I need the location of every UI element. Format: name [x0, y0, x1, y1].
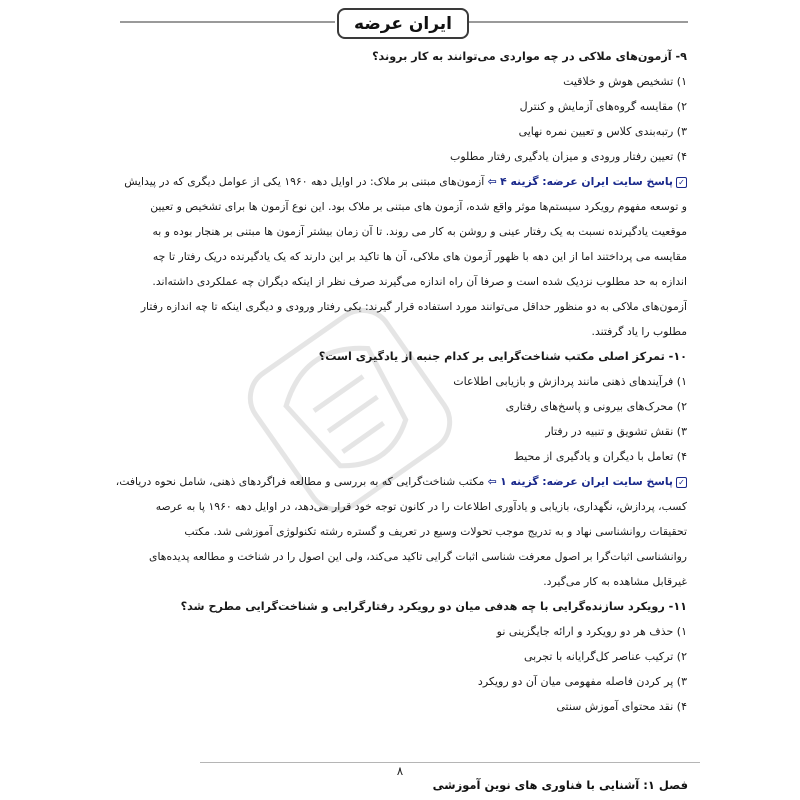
option-text: ۱) تشخیص هوش و خلاقیت: [563, 75, 687, 88]
answer-option: [113, 419, 687, 444]
answer-option: [113, 69, 687, 94]
answer-text: و توسعه مفهوم رویکرد سیستم‌ها موثر واقع شده، آزمون های مبتنی بر ملاک بود. این نوع آزمون ها برای تشخیص و تعیین: [150, 200, 687, 213]
answer-explanation-line: [113, 494, 687, 519]
question-title: [113, 44, 687, 69]
answer-option: [113, 94, 687, 119]
option-text: ۴) نقد محتوای آموزش سنتی: [556, 700, 687, 713]
answer-option: [113, 144, 687, 169]
answer-explanation-line: [113, 219, 687, 244]
answer-explanation-line: [113, 544, 687, 569]
option-text: ۴) تعیین رفتار ورودی و میزان یادگیری رفتار مطلوب: [450, 150, 687, 163]
answer-text: موقعیت یادگیرنده نسبت به یک رفتار عینی و روشن به کار می روند. تا آن زمان بیشتر آزمون ها مبتنی بر هنجار بوده و به: [152, 225, 687, 238]
answer-option: [113, 119, 687, 144]
answer-option: [113, 619, 687, 644]
question-title: [113, 344, 687, 369]
arrow-left-icon: ⇦: [487, 475, 497, 488]
answer-text: مطلوب را یاد گرفتند.: [591, 325, 687, 338]
answer-explanation-line: [113, 169, 687, 194]
answer-explanation-line: [113, 319, 687, 344]
option-text: ۳) رتبه‌بندی کلاس و تعیین نمره نهایی: [518, 125, 687, 138]
checkbox-icon: ✓: [676, 177, 687, 188]
answer-option: [113, 444, 687, 469]
site-logo: [337, 8, 469, 39]
answer-explanation-line: [113, 569, 687, 594]
logo-text: ایران عرضه: [354, 13, 452, 34]
answer-option: [113, 394, 687, 419]
option-text: ۳) نقش تشویق و تنبیه در رفتار: [545, 425, 687, 438]
answer-text: اندازه به حد مطلوب نزدیک شده است و صرفا آن راه اندازه می‌گیرند صرف نظر از اینکه دیگران چه عملکردی داشته‌اند.: [152, 275, 687, 288]
answer-option: [113, 694, 687, 719]
checkbox-icon: ✓: [676, 477, 687, 488]
answer-explanation-line: [113, 469, 687, 494]
answer-text: آزمون‌های مبتنی بر ملاک: در اوایل دهه ۱۹۶۰ یکی از عوامل دیگری که در پیدایش: [124, 175, 488, 188]
option-text: ۱) فرآیندهای ذهنی مانند پردازش و بازیابی اطلاعات: [453, 375, 687, 388]
answer-explanation-line: [113, 294, 687, 319]
page-number: ۸: [396, 764, 404, 778]
question-text: ۹- آزمون‌های ملاکی در چه مواردی می‌توانند به کار بروند؟: [372, 50, 687, 63]
option-text: ۳) پر کردن فاصله مفهومی میان آن دو رویکرد: [477, 675, 687, 688]
answer-option: [113, 669, 687, 694]
option-text: ۲) مقایسه گروه‌های آزمایش و کنترل: [519, 100, 687, 113]
question-title: [113, 594, 687, 619]
option-text: ۴) تعامل با دیگران و یادگیری از محیط: [513, 450, 687, 463]
answer-text: مکتب شناخت‌گرایی که به بررسی و مطالعه فراگردهای ذهنی، شامل نحوه دریافت،: [115, 475, 488, 488]
answer-text: مقایسه می پرداختند اما از این دهه با ظهور آزمون های ملاکی، آن ها تاکید بر این دارند که یک یادگیرنده دریک رفتار تا چه: [152, 250, 687, 263]
answer-explanation-line: [113, 269, 687, 294]
answer-explanation-line: [113, 519, 687, 544]
answer-text: آزمون‌های ملاکی به دو منظور حداقل می‌توانند مورد استفاده قرار گیرند: یکی رفتار ورودی و دیگری اینکه تا چه اندازه رفتار: [140, 300, 687, 313]
answer-text: کسب، پردازش، نگهداری، بازیابی و یادآوری اطلاعات را در کانون توجه خود قرار می‌دهد، در اوایل دهه ۱۹۶۰ پا به عرصه: [155, 500, 687, 513]
footer-rule: [200, 762, 700, 763]
answer-option: [113, 644, 687, 669]
question-text: ۱۰- تمرکز اصلی مکتب شناخت‌گرایی بر کدام جنبه از یادگیری است؟: [318, 350, 687, 363]
answer-text: تحقیقات روانشناسی نهاد و به تدریج موجب تحولات وسیع در تعریف و گستره رشته تکنولوژی آموزشی شد. مکتب: [184, 525, 687, 538]
arrow-left-icon: ⇦: [487, 175, 497, 188]
answer-explanation-line: [113, 244, 687, 269]
option-text: ۲) ترکیب عناصر کل‌گرایانه با تجربی: [523, 650, 687, 663]
answer-label: پاسخ سایت ایران عرضه: گزینه ۴: [500, 175, 673, 188]
option-text: ۱) حذف هر دو رویکرد و ارائه جایگزینی نو: [496, 625, 687, 638]
answer-option: [113, 369, 687, 394]
header-rule-right: [468, 21, 688, 23]
header-rule-left: [120, 21, 335, 23]
answer-label: پاسخ سایت ایران عرضه: گزینه ۱: [500, 475, 673, 488]
chapter-title: فصل ۱: آشنایی با فناوری های نوین آموزشی: [432, 778, 688, 792]
answer-text: روانشناسی اثبات‌گرا بر اصول معرفت شناسی اثبات گرایی تاکید می‌کند، ولی این اصول را در شناخت و مطالعه پدیده‌های: [149, 550, 687, 563]
question-content: [113, 44, 687, 719]
answer-text: غیرقابل مشاهده به کار می‌گیرد.: [543, 575, 687, 588]
question-text: ۱۱- رویکرد سازنده‌گرایی با چه هدفی میان دو رویکرد رفتارگرایی و شناخت‌گرایی مطرح شد؟: [180, 600, 687, 613]
option-text: ۲) محرک‌های بیرونی و پاسخ‌های رفتاری: [505, 400, 687, 413]
answer-explanation-line: [113, 194, 687, 219]
